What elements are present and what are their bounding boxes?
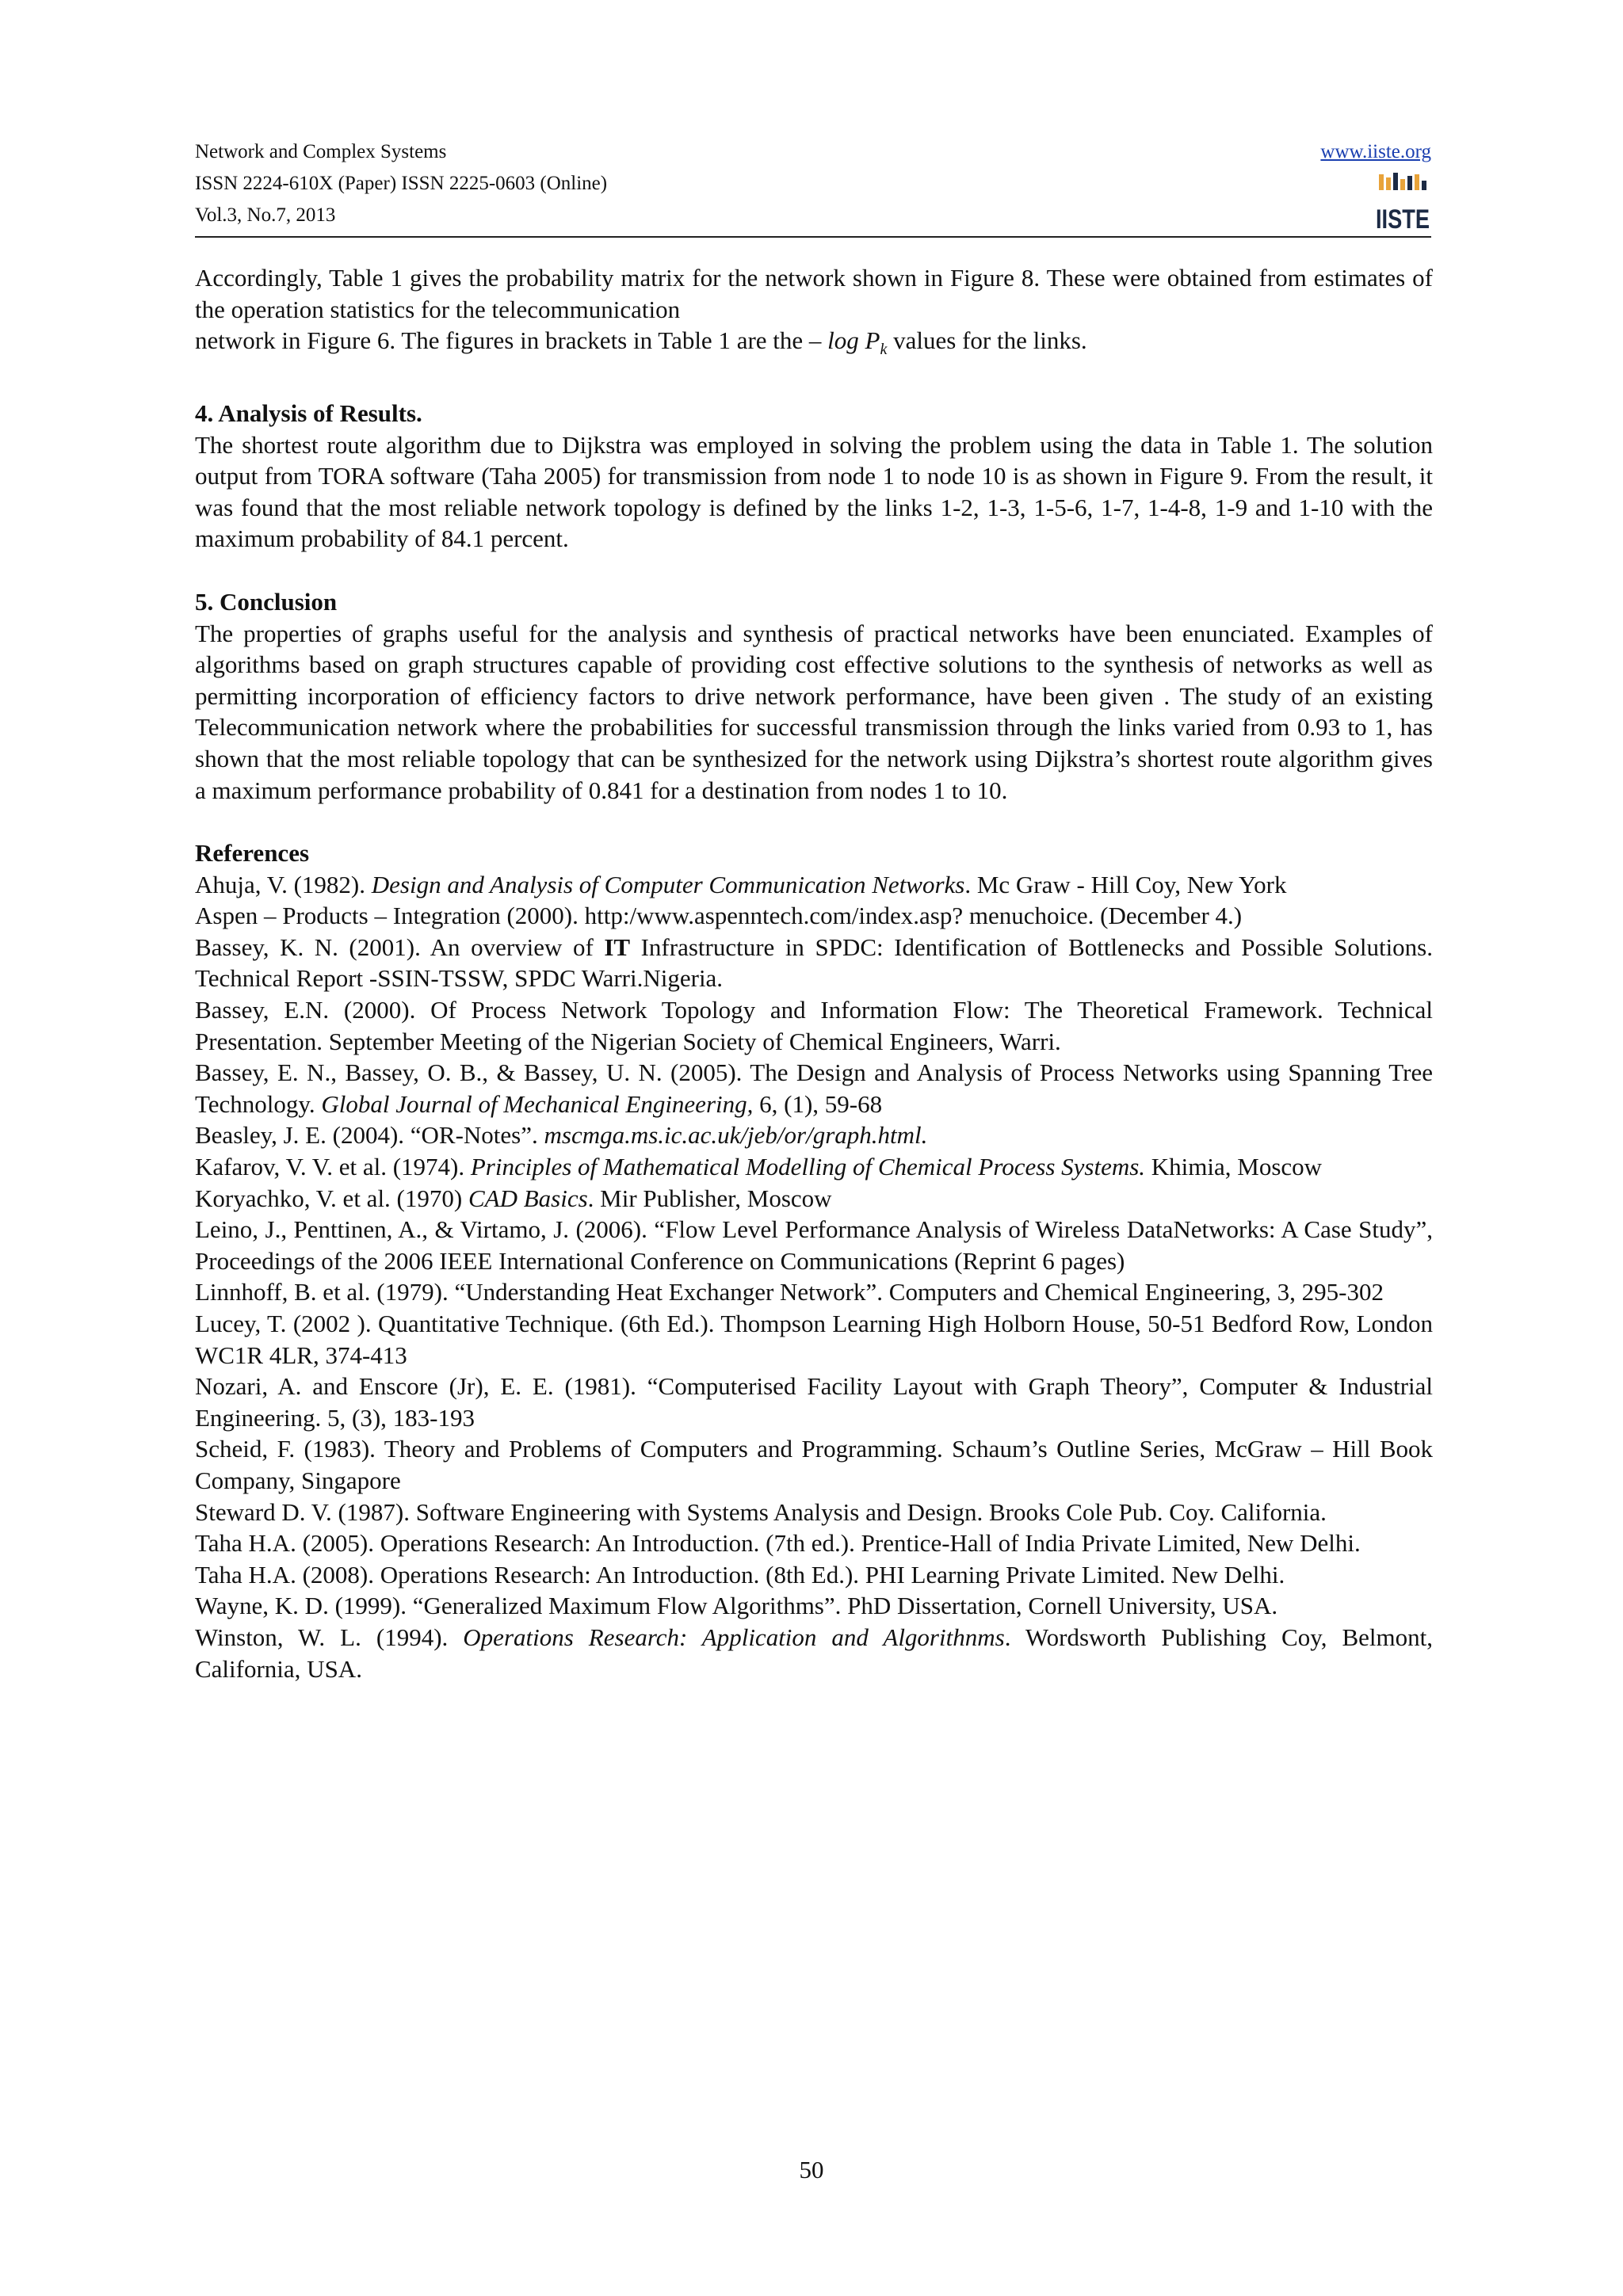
reference-text: Bassey, K. N. (2001). An overview of [195, 933, 605, 961]
reference-text: Linnhoff, B. et al. (1979). “Understanding Heat Exchanger Network”. Computers and Chemical Engineering, 3, 295-302 [195, 1278, 1384, 1306]
reference-item [195, 994, 1433, 1057]
reference-title: mscmga.ms.ic.ac.uk/jeb/or/graph.html. [544, 1121, 928, 1150]
logo-text: IISTE [1376, 204, 1430, 235]
reference-item [195, 1151, 1433, 1183]
page-number: 50 [799, 2156, 824, 2183]
subscript-k: k [880, 341, 888, 359]
reference-item [195, 1183, 1433, 1215]
reference-text-end: Infrastructure in SPDC: Identification of Bottlenecks and Possible Solutions. Technical Report -SSIN-TSSW, SPDC Warri.Nigeria. [195, 933, 1433, 993]
reference-text-end: Khimia, Moscow [1145, 1153, 1323, 1181]
reference-text: Leino, J., Penttinen, A., & Virtamo, J. (2006). “Flow Level Performance Analysis of Wireless DataNetworks: A Case Study”, Proceedings of the 2006 IEEE International Conference on Communications (Reprint 6 pages) [195, 1215, 1433, 1275]
reference-item [195, 1371, 1433, 1433]
conclusion-paragraph: The properties of graphs useful for the analysis and synthesis of practical networks have been enunciated. Examples of algorithms based on graph structures capable of providing cost effective solutions to the synthesis of networks as well as permitting incorporation of efficiency factors to drive network performance, have been given . The study of an existing Telecommunication network where the probabilities for successful transmission through the links varied from 0.93 to 1, has shown that the most reliable topology that can be synthesized for the network using Dijkstra’s shortest route algorithm gives a maximum performance probability of 0.841 for a destination from nodes 1 to 10. [195, 619, 1433, 804]
reference-text: Bassey, E. N., Bassey, O. B., & Bassey, U. N. (2005). The Design and Analysis of Process Networks using Spanning Tree Technology. [195, 1058, 1433, 1118]
reference-text: Kafarov, V. V. et al. (1974). [195, 1153, 471, 1181]
reference-text: Bassey, E.N. (2000). Of Process Network Topology and Information Flow: The Theoretical Framework. Technical Presentation. September Meeting of the Nigerian Society of Chemical Engineers, Warri. [195, 996, 1433, 1055]
reference-text: Winston, W. L. (1994). [195, 1623, 464, 1651]
reference-item [195, 932, 1433, 994]
log-pk [827, 326, 888, 359]
reference-title: Principles of Mathematical Modelling of Chemical Process Systems. [470, 1153, 1146, 1181]
reference-text: Taha H.A. (2008). Operations Research: An Introduction. (8th Ed.). PHI Learning Private Limited. New Delhi. [195, 1560, 1285, 1589]
reference-text: Nozari, A. and Enscore (Jr), E. E. (1981). “Computerised Facility Layout with Graph Theory”, Computer & Industrial Engineering. 5, (3), 183-193 [195, 1372, 1433, 1432]
journal-url-link[interactable]: www.iiste.org [1320, 141, 1431, 162]
reference-text: Steward D. V. (1987). Software Engineering with Systems Analysis and Design. Brooks Cole Pub. Coy. California. [195, 1497, 1327, 1526]
page-body [195, 262, 1433, 1684]
reference-text: Aspen – Products – Integration (2000). http:/www.aspenntech.com/index.asp? menuchoice. (December 4.) [195, 902, 1243, 930]
reference-text: Wayne, K. D. (1999). “Generalized Maximum Flow Algorithms”. PhD Dissertation, Cornell University, USA. [195, 1592, 1278, 1620]
analysis-paragraph: The shortest route algorithm due to Dijkstra was employed in solving the problem using the data in Table 1. The solution output from TORA software (Taha 2005) for transmission from node 1 to node 10 is as shown in Figure 9. From the result, it was found that the most reliable network topology is defined by the links 1-2, 1-3, 1-5-6, 1-7, 1-4-8, 1-9 and 1-10 with the maximum probability of 84.1 percent. [195, 430, 1433, 553]
reference-item [195, 1433, 1433, 1496]
reference-title: Operations Research: Application and Algorithnms [463, 1623, 1005, 1651]
intro-text: network in Figure 6. The figures in brackets in Table 1 are the – [195, 326, 828, 355]
reference-item [195, 1276, 1433, 1308]
journal-name: Network and Complex Systems [195, 141, 447, 162]
reference-text-end: . Wordsworth Publishing Coy, Belmont, California, USA. [195, 1623, 1433, 1683]
analysis-heading: 4. Analysis of Results. [195, 399, 422, 427]
reference-title: Global Journal of Mechanical Engineering, [321, 1089, 754, 1118]
reference-text-end: 6, (1), 59-68 [753, 1089, 883, 1118]
reference-item [195, 1119, 1433, 1151]
reference-text-end: . Mc Graw - Hill Coy, New York [964, 870, 1287, 898]
reference-text-end: . Mir Publisher, Moscow [587, 1184, 832, 1212]
reference-item [195, 1527, 1433, 1559]
reference-text: Lucey, T. (2002 ). Quantitative Technique. (6th Ed.). Thompson Learning High Holborn House, 50-51 Bedford Row, London WC1R 4LR, 374-413 [195, 1310, 1433, 1369]
conclusion-heading: 5. Conclusion [195, 587, 338, 616]
reference-item [195, 1559, 1433, 1591]
reference-item [195, 1057, 1433, 1119]
intro-text-end: values for the links. [887, 326, 1087, 355]
header-divider [195, 236, 1431, 238]
reference-bold: IT [604, 933, 631, 961]
reference-item [195, 1308, 1433, 1371]
issn-line: ISSN 2224-610X (Paper) ISSN 2225-0603 (Online) [195, 173, 608, 194]
log-p-text: log P [827, 326, 880, 355]
reference-item [195, 900, 1433, 932]
reference-text: Beasley, J. E. (2004). “OR-Notes”. [195, 1121, 544, 1150]
references-heading: References [195, 839, 310, 868]
iiste-logo [1374, 171, 1431, 233]
reference-text: Koryachko, V. et al. (1970) [195, 1184, 468, 1212]
reference-list [195, 869, 1433, 1684]
volume-line: Vol.3, No.7, 2013 [195, 204, 336, 226]
page-header [195, 136, 1431, 235]
reference-text: Ahuja, V. (1982). [195, 870, 372, 898]
reference-text: Scheid, F. (1983). Theory and Problems of Computers and Programming. Schaum’s Outline Series, McGraw – Hill Book Company, Singapore [195, 1435, 1433, 1494]
reference-text: Taha H.A. (2005). Operations Research: An Introduction. (7th ed.). Prentice-Hall of India Private Limited, New Delhi. [195, 1529, 1361, 1558]
intro-paragraph-1: Accordingly, Table 1 gives the probability matrix for the network shown in Figure 8. These were obtained from estimates of the operation statistics for the telecommunication [195, 264, 1433, 323]
intro-paragraph-2 [195, 325, 1433, 366]
reference-item [195, 1214, 1433, 1276]
reference-item [195, 869, 1433, 901]
reference-title: CAD Basics [468, 1184, 588, 1212]
reference-item [195, 1622, 1433, 1684]
reference-item [195, 1497, 1433, 1528]
reference-title: Design and Analysis of Computer Communication Networks [371, 870, 965, 898]
reference-item [195, 1590, 1433, 1622]
